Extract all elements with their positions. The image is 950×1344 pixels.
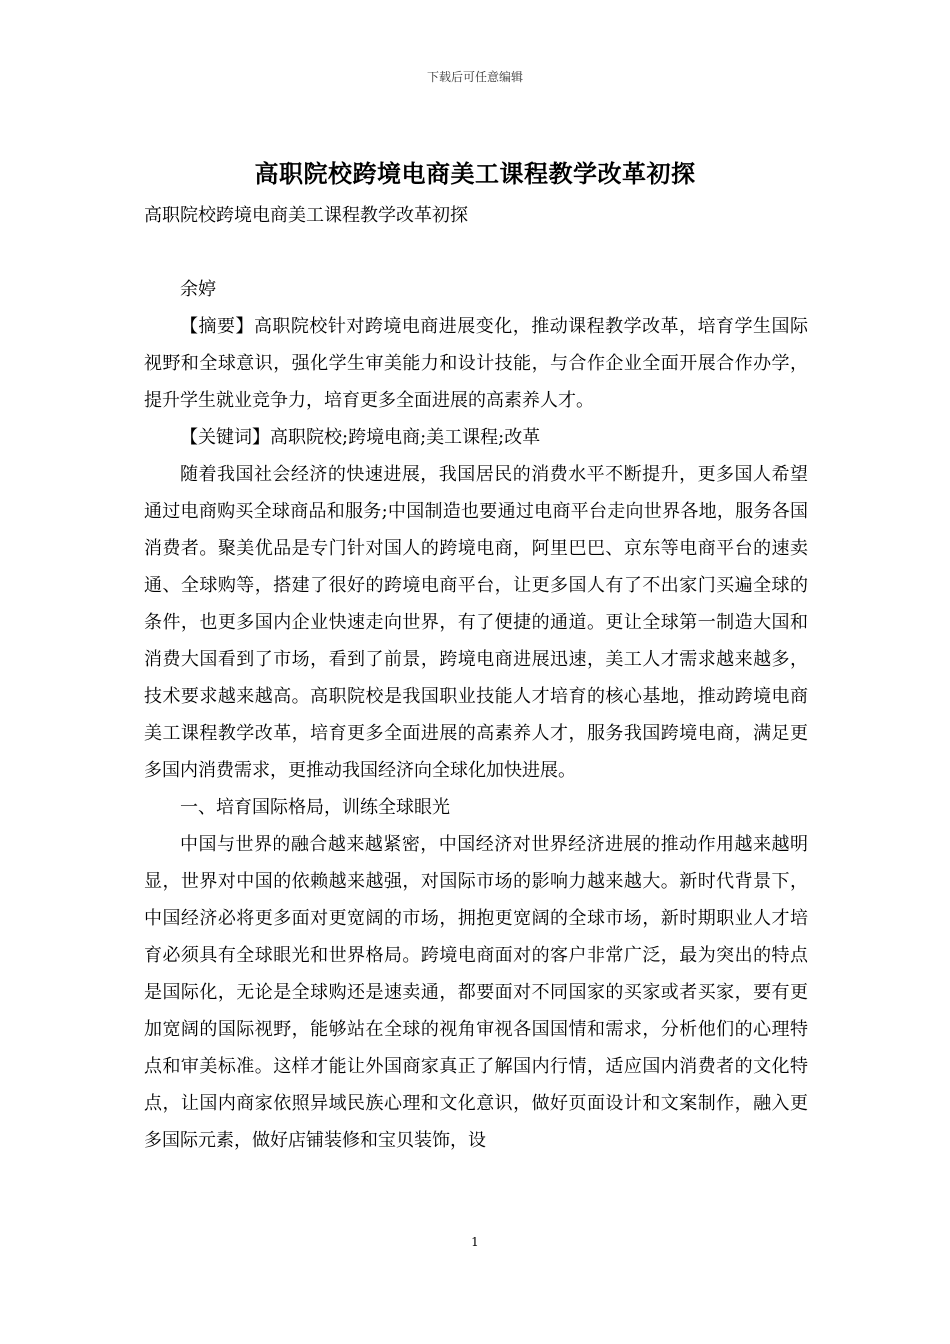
section-heading-1: 一、培育国际格局，训练全球眼光 [180, 797, 450, 818]
document-subtitle: 高职院校跨境电商美工课程教学改革初探 [144, 205, 468, 226]
header-note: 下载后可任意编辑 [426, 70, 523, 84]
abstract-paragraph: 【摘要】高职院校针对跨境电商进展变化，推动课程教学改革，培育学生国际视野和全球意识，强化学生审美能力和设计技能，与合作企业全面开展合作办学，提升学生就业竞争力，培育更多全面进展的高素养人才。 [144, 316, 808, 411]
keywords-paragraph: 【关键词】高职院校;跨境电商;美工课程;改革 [180, 427, 541, 448]
author-name: 余婷 [180, 279, 216, 300]
document-body [144, 271, 808, 1159]
page-number: 1 [471, 1235, 479, 1249]
document-title: 高职院校跨境电商美工课程教学改革初探 [254, 159, 696, 188]
intro-paragraph: 随着我国社会经济的快速进展，我国居民的消费水平不断提升，更多国人希望通过电商购买全球商品和服务;中国制造也要通过电商平台走向世界各地，服务各国消费者。聚美优品是专门针对国人的跨境电商，阿里巴巴、京东等电商平台的速卖通、全球购等，搭建了很好的跨境电商平台，让更多国人有了不出家门买遍全球的条件，也更多国内企业快速走向世界，有了便捷的通道。更让全球第一制造大国和消费大国看到了市场，看到了前景，跨境电商进展迅速，美工人才需求越来越多，技术要求越来越高。高职院校是我国职业技能人才培育的核心基地，推动跨境电商美工课程教学改革，培育更多全面进展的高素养人才，服务我国跨境电商，满足更多国内消费需求，更推动我国经济向全球化加快进展。 [144, 464, 808, 781]
section-1-paragraph: 中国与世界的融合越来越紧密，中国经济对世界经济进展的推动作用越来越明显，世界对中国的依赖越来越强，对国际市场的影响力越来越大。新时代背景下，中国经济必将更多面对更宽阔的市场，拥抱更宽阔的全球市场，新时期职业人才培育必须具有全球眼光和世界格局。跨境电商面对的客户非常广泛，最为突出的特点是国际化，无论是全球购还是速卖通，都要面对不同国家的买家或者买家，要有更加宽阔的国际视野，能够站在全球的视角审视各国国情和需求，分析他们的心理特点和审美标准。这样才能让外国商家真正了解国内行情，适应国内消费者的文化特点，让国内商家依照异域民族心理和文化意识，做好页面设计和文案制作，融入更多国际元素，做好店铺装修和宝贝装饰，设 [144, 834, 808, 1151]
